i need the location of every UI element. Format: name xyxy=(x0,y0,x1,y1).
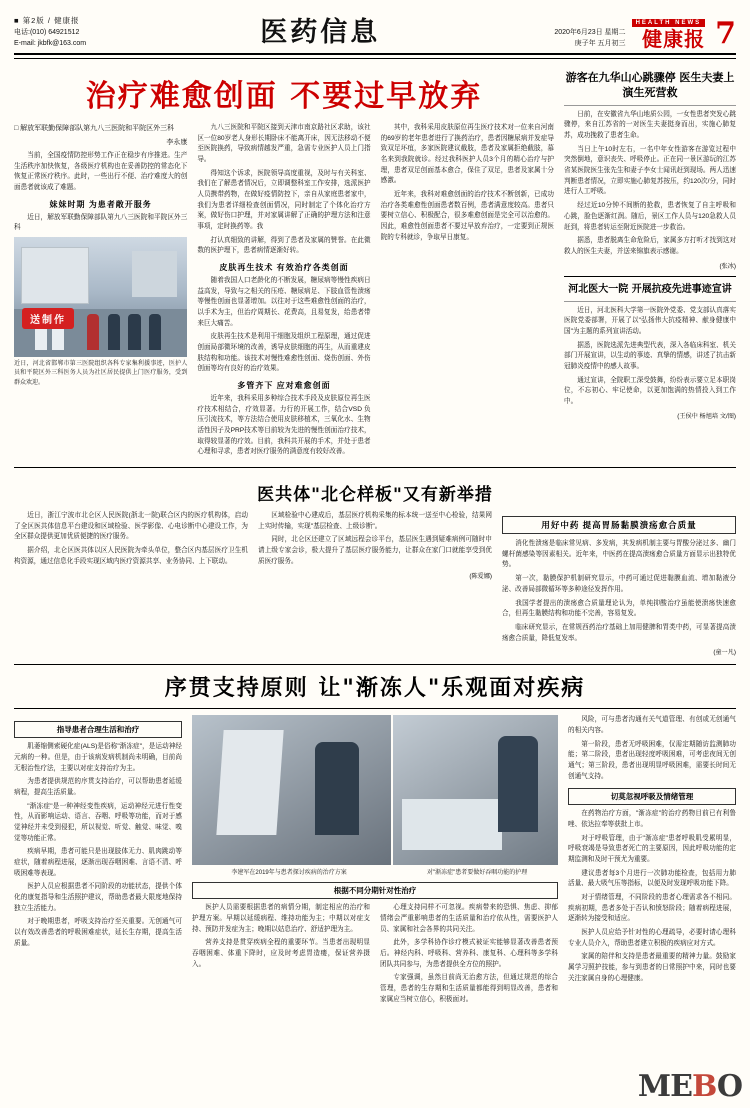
lower-right-body2 xyxy=(568,809,736,984)
yigongti-body1 xyxy=(14,511,248,567)
hospital-photo xyxy=(14,237,187,357)
paragraph: 近年来，我科采用多种综合技术手段及皮肤原位再生医疗技术相结合，疗效显著。力行的开展工作，结合VSD 负压引流技术，等方法结合使用皮肤移植术，三氧化水、生物活性因子及PRP技术等目前较为先进的慢性创面治疗技术，取得较显著的疗效。目前，我科共开展的手术，并处于患者心理和寻求，患者对医疗服务的满意度有较好改善。 xyxy=(197,395,371,456)
lead-col1-body2 xyxy=(14,213,187,234)
lower-mid-col2 xyxy=(380,903,558,1008)
news-right-body xyxy=(564,110,736,258)
hebei-title: 河北医大一院 开展抗疫先进事迹宣讲 xyxy=(568,283,732,295)
lead-col-2 xyxy=(197,123,370,461)
lower-mid-subtitle: 根据不同分期针对性治疗 xyxy=(192,882,558,899)
paragraph: 近日，解放军联勤保障部队第九八三医院和平院区外三科 xyxy=(14,213,188,232)
paragraph: 医护人员应根据患者不同阶段的功能状态，提供个体化的康复指导和生活照护建议，帮助患者最大限度地保持独立生活能力。 xyxy=(14,883,182,912)
paragraph: 肌萎缩侧索硬化症(ALS)是俗称"渐冻症"，是运动神经元病的一种。但是，由于该病发病机制尚未明确，目前尚无根治性疗法，主要以对症支持治疗为主。 xyxy=(14,743,182,772)
zhongyao-body xyxy=(502,539,736,644)
photo-patient-care xyxy=(391,715,558,865)
lead-col3-body xyxy=(381,123,554,243)
lead-col-3 xyxy=(381,123,554,461)
brand-english: HEALTH NEWS xyxy=(632,19,706,27)
yigongti-title: 医共体"北仑样板"又有新举措 xyxy=(257,485,493,506)
yigongti-sign: (陈爱娜) xyxy=(469,572,492,580)
divider xyxy=(564,276,736,277)
paragraph: 专家强调，虽然目前尚无治愈方法，但通过规范的综合管理，患者的生存期和生活质量都能得到明显改善，患者和家属应当树立信心，积极面对。 xyxy=(380,974,558,1003)
paragraph: 在药物治疗方面，"渐冻症"的治疗药物目前已有利鲁唑、依达拉奉等获批上市。 xyxy=(568,810,736,828)
paragraph: 风险，可与患者沟通有关气道管理、有创或无创通气的相关内容。 xyxy=(568,716,736,734)
paragraph: 建议患者每3个月进行一次肺功能检查，包括用力肺活量、最大吸气压等指标，以便及时发现呼吸功能下降。 xyxy=(568,869,736,888)
paragraph: 据悉，医院选派先进典型代表，深入各临床科室、机关部门开展宣讲，以生动的事迹、真挚的情感，讲述了抗击新冠肺炎疫情中的感人故事。 xyxy=(564,341,736,370)
paragraph: 心理支持同样不可忽视。疾病带来的恐惧、焦虑、抑郁情绪会严重影响患者的生活质量和治疗依从性，需要医护人员、家属和社会各界的共同关注。 xyxy=(380,904,558,933)
lead-subhead-2: 皮肤再生技术 有效治疗各类创面 xyxy=(219,263,349,273)
brand-chinese: 健康报 xyxy=(642,27,706,51)
lead-col2-body3 xyxy=(197,394,370,458)
divider xyxy=(564,301,736,302)
top-section xyxy=(14,65,736,461)
paragraph: 九八三医院和平院区接到天津市南京路社区求助，该社区一位80岁老人身形长期卧床不能离开床，因无法移动不便至医院换药，导致病情越发严重，急需专业医护人员上门指导。 xyxy=(197,124,371,164)
lunar-date: 庚子年 五月初三 xyxy=(574,39,626,47)
masthead-left xyxy=(14,15,86,49)
section-divider xyxy=(14,467,736,468)
paragraph: 家属的陪伴和支持是患者最重要的精神力量。鼓励家属学习照护技能，参与到患者的日常照护中来，同时也要关注家属自身的心理健康。 xyxy=(568,953,736,982)
yigongti-columns xyxy=(14,511,736,656)
lead-col-1 xyxy=(14,123,187,461)
paragraph: 近年来，我科对难愈创面的治疗技术不断创新，已成功治疗各类难愈性创面患者数百例，患者满意度较高。患者只要树立信心、积极配合，很多难愈创面是完全可以治愈的。因此，难愈性创面患者不要过早放弃治疗，一定要到正规医院的专科就诊，争取早日康复。 xyxy=(380,191,554,241)
paragraph: 经过近10分钟不间断的抢救，患者恢复了自主呼吸和心跳，脸色逐渐红润。随后，景区工作人员与120急救人员赶到，将患者转运至附近医院进一步救治。 xyxy=(564,202,736,231)
paragraph: 此外，多学科协作诊疗模式被证实能够显著改善患者预后。神经内科、呼吸科、营养科、康复科、心理科等多学科团队共同参与，为患者提供全方位的照护。 xyxy=(380,939,558,968)
feature-headline: 序贯支持原则 让"渐冻人"乐观面对疾病 xyxy=(164,675,586,702)
brand xyxy=(632,19,706,49)
paragraph: 疾病早期，患者可能只是出现肢体无力、肌肉跳动等症状，随着病程进展，逐渐出现吞咽困难、言语不清、呼吸困难等表现。 xyxy=(14,848,182,877)
paragraph: 为患者提供规范的序贯支持治疗，可以帮助患者延缓病程，提高生活质量。 xyxy=(14,778,182,796)
yigongti-col1 xyxy=(14,511,248,656)
photo-building-right xyxy=(132,251,177,297)
paragraph: 近日，河北医科大学第一医院外党委、党支部认真落实医院党委部署，开展了以"弘扬伟大抗疫精神、献身健康中国"为主题的系列宣讲活动。 xyxy=(564,306,736,335)
paragraph: 据悉，患者脱离生命危险后，家属多方打听才找到这对救人的医生夫妻，并送来锦旗表示感谢。 xyxy=(564,237,736,255)
lead-kicker: □ 解放军联勤保障部队第九八三医院和平院区外三科 xyxy=(14,125,175,132)
photo-nurse xyxy=(498,736,538,832)
paragraph: 其中，我科采用皮肤原位再生医疗技术对一位来自河南的69岁的老年患者进行了换药治疗，患者因糖尿病并发症导致双足坏疽，多家医院建议截肢，患者及家属拒绝截肢，慕名来到我院就诊。经过我科医护人员3个月的精心治疗与护理，患者双足创面基本愈合，保住了双足，患者及家属十分感激。 xyxy=(380,124,554,185)
lead-byline: 李永康 xyxy=(166,138,188,146)
photo-building-left xyxy=(21,247,89,304)
watermark-logo: MEBO xyxy=(637,1069,742,1104)
paragraph: "渐冻症"是一种神经变性疾病，运动神经元进行性变性，从而影响运动、语言、吞咽、呼吸等功能，而对于感觉神经并未受到侵犯，所以视觉、听觉、触觉、味觉、嗅觉等功能正常。 xyxy=(14,802,182,842)
lower-mid-body2 xyxy=(380,903,558,1005)
masthead-email: E-mail: jkbfk@163.com xyxy=(14,39,87,47)
paragraph: 区域检验中心建成后，基层医疗机构采集的标本统一送至中心检验，结果网上实时传输，实现"基层检查、上级诊断"。 xyxy=(258,512,492,530)
lower-section xyxy=(14,715,736,1008)
page-number: 7 xyxy=(715,16,736,51)
lead-headline: 治疗难愈创面 不要过早放弃 xyxy=(85,79,483,114)
paragraph: 对于情绪管理，不同阶段的患者心理需求各不相同。疾病初期，患者多处于否认和愤怒阶段；随着病程进展，逐渐转为接受和适应。 xyxy=(568,893,736,923)
paragraph: 对于呼吸管理，由于"渐冻症"患者呼吸肌受累明显，呼吸衰竭是导致患者死亡的主要原因，因此呼吸功能的定期监测和及时干预尤为重要。 xyxy=(568,834,736,863)
news-right-title: 游客在九华山心跳骤停 医生夫妻上演生死营救 xyxy=(565,71,735,100)
photo-doctor-equipment xyxy=(192,715,391,865)
paragraph: 据介绍，北仑区医共体以区人民医院为牵头单位，整合区内基层医疗卫生机构资源，通过信息化手段实现区域内医疗资源共享、业务协同、上下联动。 xyxy=(14,547,248,565)
lower-mid-col1 xyxy=(192,903,370,1008)
paragraph: 打认真细致的讲解，得到了患者及家属的赞誉。在此微数的医护理下，患者病情逐渐好转。 xyxy=(197,236,371,255)
masthead-right xyxy=(554,16,736,51)
lead-col2-body xyxy=(197,123,370,257)
lower-right-body1 xyxy=(568,715,736,782)
lead-columns xyxy=(14,123,554,461)
lead-subhead-3: 多管齐下 应对难愈创面 xyxy=(237,381,331,391)
photo-bed xyxy=(402,799,501,850)
lower-left-body xyxy=(14,742,182,949)
photo-device xyxy=(216,730,283,835)
paragraph: 得知这个诉求，医院领导高度重视，及时与有关科室、我们在了解患者情况后，立即调整科室工作安排，选派医护人员携带药物，在做好疫情防控下，亲自从家庭患者家中，我们为患者详细检查创面情况，同时制定了个体化治疗方案，做好伤口护理，并对家属讲解了正确的护理方法和注意事项，定时换药等。我 xyxy=(197,169,371,231)
paragraph: 日前，在安徽省九华山地质公园，一女性患者突发心跳骤停，来自江苏省的一对医生夫妻挺身而出，实施心肺复苏，成功挽救了患者生命。 xyxy=(564,110,736,140)
lead-col1-body xyxy=(14,151,187,194)
photo-person xyxy=(87,314,99,350)
photo-person xyxy=(149,314,161,350)
yigongti-body2 xyxy=(258,511,492,567)
right-column xyxy=(564,65,736,461)
lower-right-subtitle: 切莫忽视呼吸及情绪管理 xyxy=(568,788,736,805)
masthead-phone: 电话:(010) 64921512 xyxy=(14,29,80,36)
hebei-body xyxy=(564,306,736,408)
paragraph: 第一阶段，患者无呼吸困难，仅需定期随访监测肺功能；第二阶段，患者出现轻度呼吸困难，可考虑夜间无创通气；第三阶段，患者出现明显呼吸困难，需要长时间无创通气支持。 xyxy=(568,740,736,780)
paragraph: 对于晚期患者，呼吸支持治疗至关重要。无创通气可以有效改善患者的呼吸困难症状，延长生存期，提高生活质量。 xyxy=(14,918,182,947)
yigongti-col2 xyxy=(258,511,492,656)
paragraph: 消化性溃疡是临床常见病、多发病，其发病机制主要与胃酸分泌过多、幽门螺杆菌感染等因素相关。近年来，中医药在提高溃疡愈合质量方面显示出独特优势。 xyxy=(502,540,736,569)
feature-band xyxy=(14,664,736,709)
lower-mid-body1 xyxy=(192,903,370,970)
paragraph: 近日，浙江宁波市北仑区人民医院(浙北一院)联合区内的医疗机构体，启动了全区医共体信息平台建设和区域检验、医学影像、心电诊断中心建设工作，为全区群众提供更加优质便捷的医疗服务。 xyxy=(14,512,248,541)
paragraph: 医护人员应给予针对性的心理疏导，必要时请心理科专业人员介入，帮助患者建立积极的疾病应对方式。 xyxy=(568,928,736,947)
paragraph: 同时，北仑区还建立了区域远程会诊平台，基层医生遇到疑难病例可随时申请上级专家会诊，极大提升了基层医疗服务能力，让群众在家门口就能享受到优质医疗服务。 xyxy=(258,536,492,565)
lower-mid-columns xyxy=(192,903,558,1008)
page-title: 医药信息 xyxy=(260,17,381,48)
photo-caption-right: 对"渐冻症"患者要做好吞咽功能的护理 xyxy=(426,870,528,877)
paragraph: 第一次，黏膜保护机制研究显示，中药可通过促进黏膜血流、增加黏液分泌、改善局部微循环等多种途径发挥作用。 xyxy=(502,575,736,593)
hebei-sign: (王侯中 杨旭培 文/图) xyxy=(677,412,736,420)
paragraph: 营养支持是贯穿疾病全程的重要环节。当患者出现明显吞咽困难、体重下降时，应及时考虑胃造瘘，保证营养摄入。 xyxy=(192,939,370,968)
lower-left-subtitle: 指导患者合理生活和治疗 xyxy=(14,721,182,738)
photo-stamp: 送制作 xyxy=(22,308,74,329)
photo-person xyxy=(108,314,120,350)
photo-caption: 近日，河北省邯郸市第三医院组织各科专家集利援事迹，医护人员和平院区外三科医务人员为社区居民提供上门医疗服务，受到群众欢迎。 xyxy=(14,360,188,386)
paragraph: 我国学者提出的溃疡愈合质量理论认为，单纯抑酸治疗虽能使溃疡快速愈合，但再生黏膜结构和功能不完善，容易复发。 xyxy=(502,599,736,618)
paragraph: 随着我国人口老龄化的不断发展，糖尿病等慢性疾病日益高发，导致与之相关的压疮、糖尿病足、下肢血管性溃疡等慢性创面也显著增加。以往对于这些难愈性创面的治疗，以手术为主，但治疗周期长、花费高，且易复发，给患者带来巨大痛苦。 xyxy=(197,277,371,327)
lead-col2-body2 xyxy=(197,276,370,375)
masthead-center xyxy=(86,10,554,49)
masthead xyxy=(14,10,736,55)
publish-date: 2020年6月23日 星期二 xyxy=(554,28,626,36)
paragraph: 医护人员需要根据患者的病情分期，制定相应的治疗和护理方案。早期以延缓病程、维持功能为主；中期以对症支持、预防并发症为主；晚期以姑息治疗、舒适护理为主。 xyxy=(192,904,370,933)
zhongyao-title: 用好中药 提高胃肠黏膜溃疡愈合质量 xyxy=(502,516,736,534)
news-right-sign: (张冰) xyxy=(719,262,736,270)
divider xyxy=(564,105,736,106)
photo-doctor xyxy=(315,742,359,835)
paragraph: 皮肤再生技术是利用干细胞及组织工程原理，通过促进创面局部微环境的改善，诱导皮肤细胞的再生，从而重建皮肤结构和功能。该技术对慢性难愈性创面、烧伤创面、外伤创面等均有良好的治疗效果。 xyxy=(197,333,371,373)
paragraph: 当前，全国疫情防控形势工作正在稳步有序推进。生产生活秩序加快恢复，各级医疗机构也在妥善防控的常态化下恢复正常医疗秩序。此时，一些出行不便、治疗难度大的创面患者就该成了难题。 xyxy=(14,151,188,191)
lead-subhead-1: 妹妹时期 为患者敞开服务 xyxy=(49,199,152,209)
second-section xyxy=(14,474,736,656)
lower-mid-column xyxy=(192,715,558,1008)
masthead-section: ■ 第2版 / 健康报 xyxy=(14,15,80,25)
paragraph: 临床研究显示，在常规西药治疗基础上加用健脾和胃类中药，可显著提高溃疡愈合质量，降低复发率。 xyxy=(502,623,736,642)
masthead-dates xyxy=(554,27,625,49)
photo-caption-left: 李建军在2019年与患者探讨疾病的治疗方案 xyxy=(231,870,347,877)
lower-left-column xyxy=(14,715,182,1008)
zhongyao-col xyxy=(502,511,736,656)
masthead-rule xyxy=(14,58,736,59)
paragraph: 通过宣讲，全院职工深受鼓舞，纷纷表示要立足本职岗位，不忘初心、牢记使命，以更加饱满的热情投入到工作中。 xyxy=(564,376,736,405)
feature-photos xyxy=(192,715,558,865)
lower-right-column xyxy=(568,715,736,1008)
paragraph: 当日上午10时左右，一名中年女性游客在游览过程中突然倒地，意识丧失、呼吸停止。正在同一景区游玩的江苏省某医院医生张先生和妻子李女士闻讯赶到现场。两人迅速判断患者情况，立即实施心肺复苏按压，约120次/分，同时进行人工呼吸。 xyxy=(564,145,736,196)
zhongyao-sign: (童一凡) xyxy=(713,649,736,657)
photo-person xyxy=(128,314,140,350)
